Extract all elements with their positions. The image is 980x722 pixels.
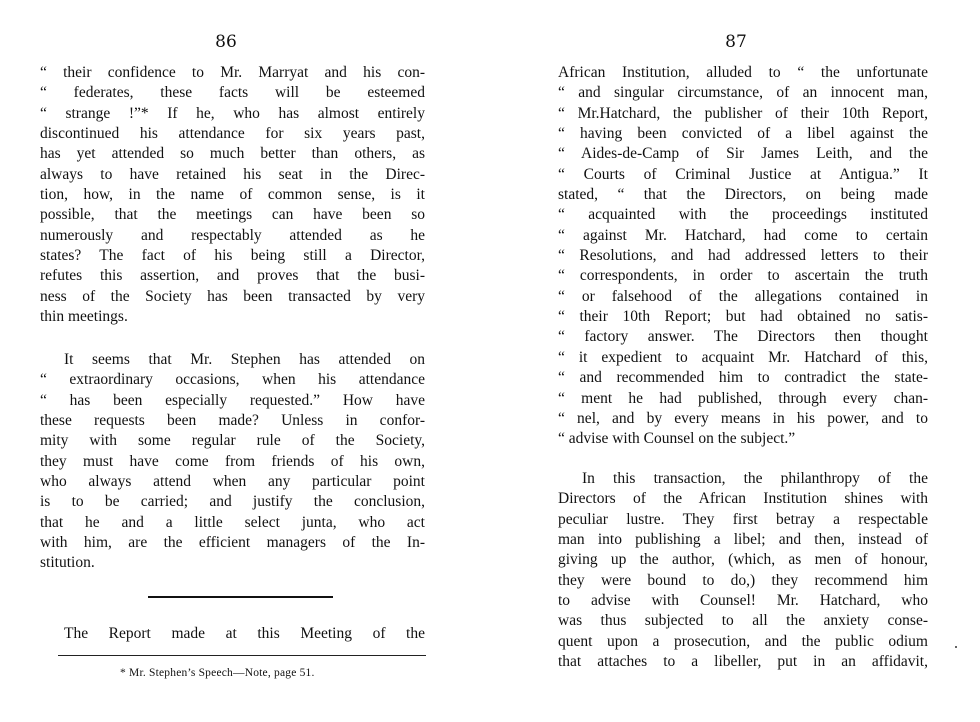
text-line: possible, that the meetings can have been so <box>40 206 425 224</box>
text-line: with him, are the efficient managers of the In- <box>40 534 425 552</box>
text-line: stated, “ that the Directors, on being made <box>558 186 928 204</box>
text-line: “ advise with Counsel on the subject.” <box>558 430 796 448</box>
text-line: “ against Mr. Hatchard, had come to certain <box>558 226 928 244</box>
text-line: African Institution, alluded to “ the unfortunate <box>558 64 928 81</box>
text-line: “ extraordinary occasions, when his attendance <box>40 371 425 389</box>
text-line: thin meetings. <box>40 308 128 326</box>
text-line: tion, how, in the name of common sense, is it <box>40 186 425 204</box>
text-line: was thus subjected to all the anxiety conse- <box>558 612 928 630</box>
text-line: “ having been convicted of a libel against the <box>558 125 928 143</box>
text-line: “ has been especially requested.” How have <box>40 391 425 409</box>
text-line: these requests been made? Unless in confor- <box>40 412 425 430</box>
text-line: It seems that Mr. Stephen has attended on <box>64 351 425 368</box>
right-paragraph-1 <box>558 63 928 450</box>
text-line: discontinued his attendance for six years past, <box>40 125 425 143</box>
text-line: who always attend when any particular point <box>40 473 425 491</box>
footnote-rule <box>58 655 426 656</box>
text-line: “ Mr.Hatchard, the publisher of their 10th Report, <box>558 104 928 122</box>
text-line: “ Aides-de-Camp of Sir James Leith, and the <box>558 145 928 163</box>
right-page-number: 87 <box>725 32 747 52</box>
text-line: numerously and respectably attended as he <box>40 226 425 244</box>
text-line: “ correspondents, in order to ascertain the truth <box>558 267 928 285</box>
text-line: is to be carried; and justify the conclusion, <box>40 493 425 511</box>
text-line: they were bound to do,) they recommend him <box>558 571 928 589</box>
text-line: “ their 10th Report; but had obtained no satis- <box>558 308 928 326</box>
text-line: “ it expedient to acquaint Mr. Hatchard of this, <box>558 348 928 366</box>
text-line: they must have come from friends of his own, <box>40 452 425 470</box>
text-line: “ acquainted with the proceedings instituted <box>558 206 928 224</box>
right-page <box>490 0 980 722</box>
text-line: “ their confidence to Mr. Marryat and his con- <box>40 64 425 81</box>
text-line: always to have retained his seat in the Direc- <box>40 165 425 183</box>
text-line: “ and singular circumstance, of an innocent man, <box>558 84 928 102</box>
text-line: mity with some regular rule of the Society, <box>40 432 425 450</box>
text-line: “ factory answer. The Directors then thought <box>558 328 928 346</box>
text-line: “ and recommended him to contradict the state- <box>558 369 928 387</box>
text-line: “ Courts of Criminal Justice at Antigua.” It <box>558 165 928 183</box>
left-page-number: 86 <box>215 32 237 52</box>
text-line: man into publishing a libel; and then, instead of <box>558 531 928 549</box>
text-line: “ or falsehood of the allegations contained in <box>558 287 928 305</box>
text-line: “ ment he had published, through every chan- <box>558 389 928 407</box>
right-paragraph-2 <box>558 469 928 672</box>
text-line: “ nel, and by every means in his power, and to <box>558 409 928 427</box>
text-line: giving up the author, (which, as men of honour, <box>558 551 928 569</box>
left-paragraph-3 <box>40 624 425 644</box>
text-line: “ Resolutions, and had addressed letters to their <box>558 247 928 265</box>
footnote: * Mr. Stephen’s Speech—Note, page 51. <box>120 667 315 679</box>
text-line: Directors of the African Institution shines with <box>558 490 928 508</box>
text-line: stitution. <box>40 554 95 572</box>
text-line: refutes this assertion, and proves that the busi- <box>40 267 425 285</box>
text-line: quent upon a prosecution, and the public odium <box>558 632 928 650</box>
text-line: states? The fact of his being still a Director, <box>40 247 425 265</box>
section-divider <box>148 596 333 598</box>
page-speck <box>955 646 957 648</box>
text-line: that attaches to a libeller, put in an affidavit, <box>558 653 928 671</box>
text-line: In this transaction, the philanthropy of the <box>582 470 928 487</box>
text-line: The Report made at this Meeting of the <box>64 625 425 642</box>
text-line: “ strange !”* If he, who has almost entirely <box>40 104 425 122</box>
text-line: ness of the Society has been transacted by very <box>40 287 425 305</box>
left-paragraph-1 <box>40 63 425 327</box>
left-paragraph-2 <box>40 350 425 574</box>
text-line: to advise with Counsel! Mr. Hatchard, who <box>558 592 928 610</box>
text-line: has yet attended so much better than others, as <box>40 145 425 163</box>
text-line: peculiar lustre. They first betray a respectable <box>558 510 928 528</box>
text-line: that he and a little select junta, who act <box>40 513 425 531</box>
text-line: “ federates, these facts will be esteemed <box>40 84 425 102</box>
